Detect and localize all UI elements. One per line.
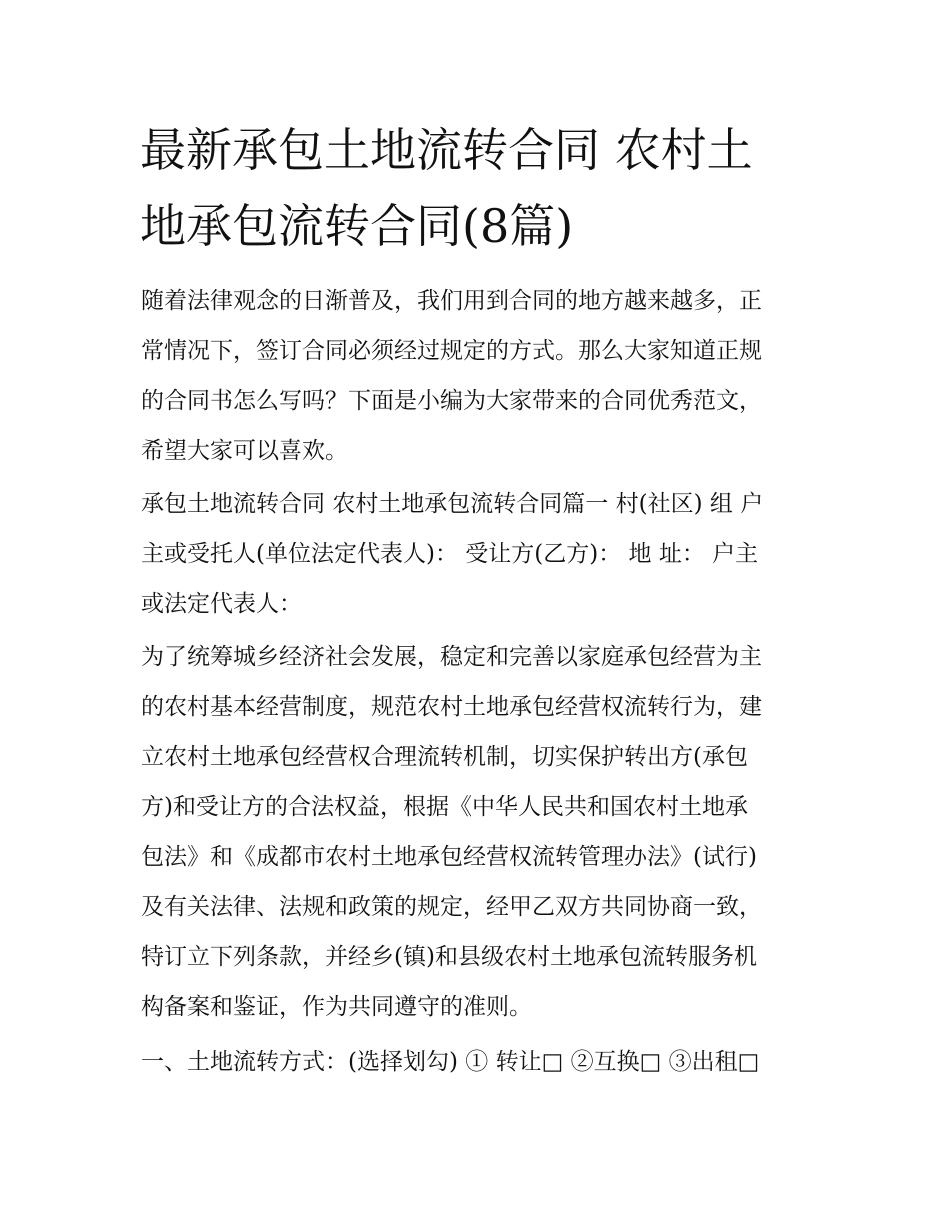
text-line: 包法》和《成都市农村土地承包经营权流转管理办法》(试行) [141,844,757,870]
text-line: 随着法律观念的日渐普及，我们用到合同的地方越来越多，正 [141,288,762,314]
text-line: 构备案和鉴证，作为共同遵守的准则。 [141,994,532,1020]
parties-paragraph [141,479,816,629]
text-line: 主或受托人(单位法定代表人)： 受让方(乙方)： 地 址： 户主 [141,541,759,567]
document-title [140,112,820,264]
transfer-method-paragraph [141,1037,816,1087]
text-line: 立农村土地承包经营权合理流转机制，切实保护转出方(承包 [141,744,748,770]
text-line: 常情况下，签订合同必须经过规定的方式。那么大家知道正规 [141,338,762,364]
text-line: 的农村基本经营制度，规范农村土地承包经营权流转行为，建 [141,694,762,720]
text-line: 或法定代表人： [141,591,302,617]
intro-paragraph [141,276,816,476]
purpose-paragraph [141,632,816,1032]
title-line: 地承包流转合同(8篇) [140,199,574,253]
text-line: 一、土地流转方式：(选择划勾) ① 转让□ ②互换□ ③出租□ [141,1049,760,1075]
title-line: 最新承包土地流转合同 农村土 [140,123,753,177]
text-line: 希望大家可以喜欢。 [141,438,348,464]
text-line: 为了统筹城乡经济社会发展，稳定和完善以家庭承包经营为主 [141,644,762,670]
text-line: 的合同书怎么写吗？下面是小编为大家带来的合同优秀范文， [141,388,762,414]
text-line: 方)和受让方的合法权益，根据《中华人民共和国农村土地承 [141,794,748,820]
text-line: 承包土地流转合同 农村土地承包流转合同篇一 村(社区) 组 户 [141,491,764,517]
text-line: 特订立下列条款，并经乡(镇)和县级农村土地承包流转服务机 [141,944,757,970]
text-line: 及有关法律、法规和政策的规定，经甲乙双方共同协商一致， [141,894,762,920]
